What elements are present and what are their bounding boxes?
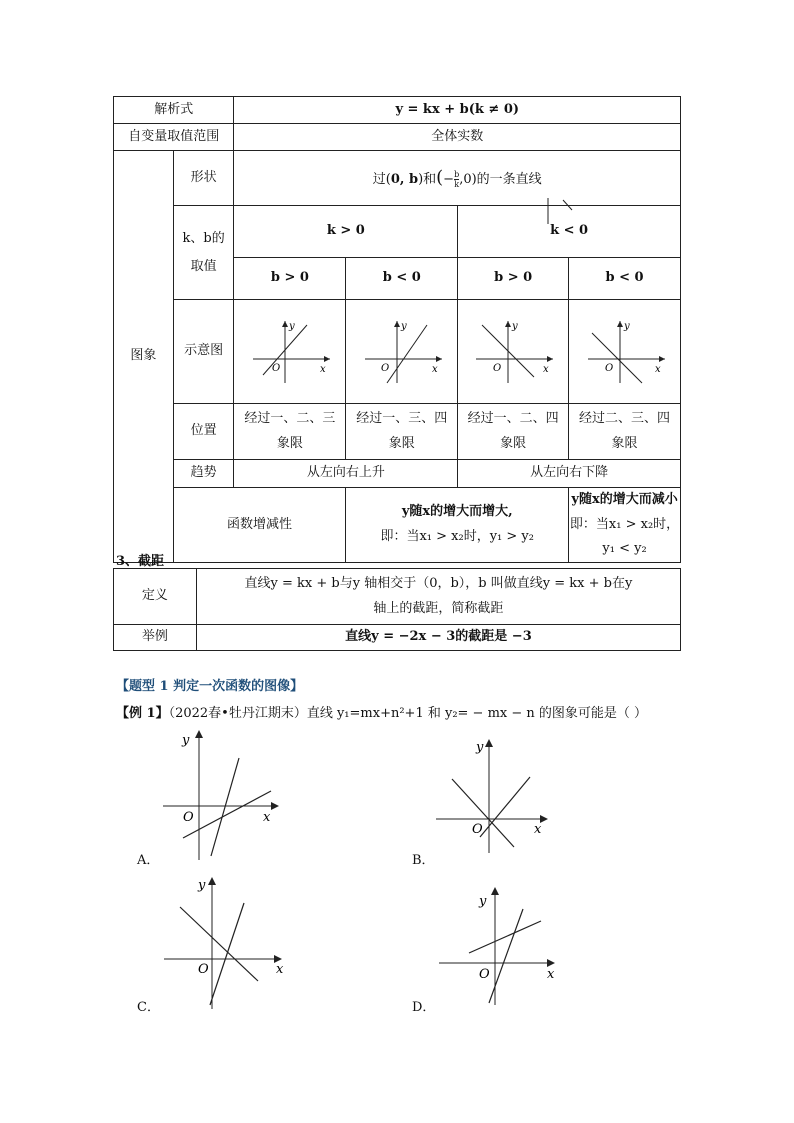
position-cell-3: 经过一、二、四 象限 xyxy=(458,404,569,460)
example-1-question xyxy=(116,702,647,721)
example-value: 直线y = −2x − 3的截距是 −3 xyxy=(196,625,680,651)
trend-label: 趋势 xyxy=(173,460,234,488)
svg-text:O: O xyxy=(271,362,281,374)
diagram-cell-4 xyxy=(569,300,681,404)
k-negative: k < 0 xyxy=(458,206,681,258)
option-c-label[interactable]: C． xyxy=(137,1000,160,1015)
intercept-table xyxy=(113,568,681,651)
svg-text:O: O xyxy=(380,362,389,374)
position-label: 位置 xyxy=(173,404,234,460)
svg-text:x: x xyxy=(431,363,438,375)
b-col-2: b < 0 xyxy=(346,258,458,300)
svg-text:y: y xyxy=(198,878,206,893)
mini-graph-k-neg-b-pos xyxy=(468,317,558,387)
mini-graph-k-neg-b-neg xyxy=(580,317,670,387)
diagram-cell-2 xyxy=(346,300,458,404)
definition-text: 直线y = kx + b与y 轴相交于（0，b），b 叫做直线y = kx + b在y 轴上的截距，简称截距 xyxy=(196,569,680,625)
svg-text:x: x xyxy=(263,810,271,825)
svg-text:y: y xyxy=(182,733,190,748)
svg-text:y: y xyxy=(400,320,407,332)
svg-text:y: y xyxy=(479,894,487,909)
trend-up: 从左向右上升 xyxy=(234,460,458,488)
shape-value: 过(0, b)和(− $\frac{b}{k}$ ,0)的一条直线 xyxy=(234,151,681,206)
kb-label: k、b的 取值 xyxy=(173,206,234,300)
b-col-3: b > 0 xyxy=(458,258,569,300)
position-cell-1: 经过一、二、三 象限 xyxy=(234,404,346,460)
svg-text:x: x xyxy=(534,822,542,837)
svg-text:y: y xyxy=(476,740,484,755)
section-3-title: 3、截距 xyxy=(116,554,165,569)
svg-text:y: y xyxy=(512,320,518,332)
k-positive: k > 0 xyxy=(234,206,458,258)
svg-text:O: O xyxy=(472,822,483,837)
svg-text:x: x xyxy=(319,363,326,375)
svg-text:O: O xyxy=(479,967,490,982)
topic-1-heading: 【题型 1 判定一次函数的图像】 xyxy=(116,679,304,694)
example-label: 举例 xyxy=(114,625,197,651)
option-b-graph xyxy=(430,735,560,855)
domain-label: 自变量取值范围 xyxy=(114,124,234,151)
svg-text:y: y xyxy=(623,320,630,332)
diagram-cell-3 xyxy=(458,300,569,404)
trend-down: 从左向右下降 xyxy=(458,460,681,488)
example-1-tag: 【例 1】 xyxy=(116,706,169,721)
position-cell-4: 经过二、三、四 象限 xyxy=(569,404,681,460)
option-a-label[interactable]: A． xyxy=(137,853,160,868)
diagram-label: 示意图 xyxy=(173,300,234,404)
svg-text:O: O xyxy=(604,362,613,374)
svg-text:y: y xyxy=(288,320,295,332)
option-d-label[interactable]: D． xyxy=(412,1000,436,1015)
option-b-label[interactable]: B． xyxy=(412,853,435,868)
example-1-text: （2022春•牡丹江期末）直线 y₁=mx+n²+1 和 y₂= − mx − n 的图象可能是（ ） xyxy=(168,706,648,721)
position-cell-2: 经过一、三、四 象限 xyxy=(346,404,458,460)
shape-label: 形状 xyxy=(173,151,234,206)
mini-graph-k-pos-b-neg xyxy=(357,317,447,387)
svg-text:O: O xyxy=(493,362,502,374)
expr-value: y = kx + b(k ≠ 0) xyxy=(234,97,681,124)
diagram-cell-1 xyxy=(234,300,346,404)
domain-value: 全体实数 xyxy=(234,124,681,151)
linear-function-table xyxy=(113,96,681,563)
graph-label: 图象 xyxy=(114,151,174,563)
option-d-graph xyxy=(433,883,563,1008)
definition-label: 定义 xyxy=(114,569,197,625)
svg-text:O: O xyxy=(198,962,209,977)
monotonic-decreasing: y随x的增大而减小 即：当x₁ > x₂时，y₁ < y₂ xyxy=(569,488,681,563)
svg-text:O: O xyxy=(183,810,194,825)
mini-graph-k-pos-b-pos xyxy=(245,317,335,387)
svg-text:x: x xyxy=(543,363,549,375)
b-col-1: b > 0 xyxy=(234,258,346,300)
svg-text:x: x xyxy=(547,967,555,982)
option-a-graph xyxy=(155,728,285,863)
expr-label: 解析式 xyxy=(114,97,234,124)
svg-text:x: x xyxy=(276,962,284,977)
monotonic-label: 函数增减性 xyxy=(173,488,346,563)
monotonic-increasing: y随x的增大而增大, 即：当x₁ > x₂时，y₁ > y₂ xyxy=(346,488,569,563)
option-c-graph xyxy=(160,873,290,1013)
b-col-4: b < 0 xyxy=(569,258,681,300)
svg-text:x: x xyxy=(654,363,661,375)
stray-mark xyxy=(528,198,588,228)
